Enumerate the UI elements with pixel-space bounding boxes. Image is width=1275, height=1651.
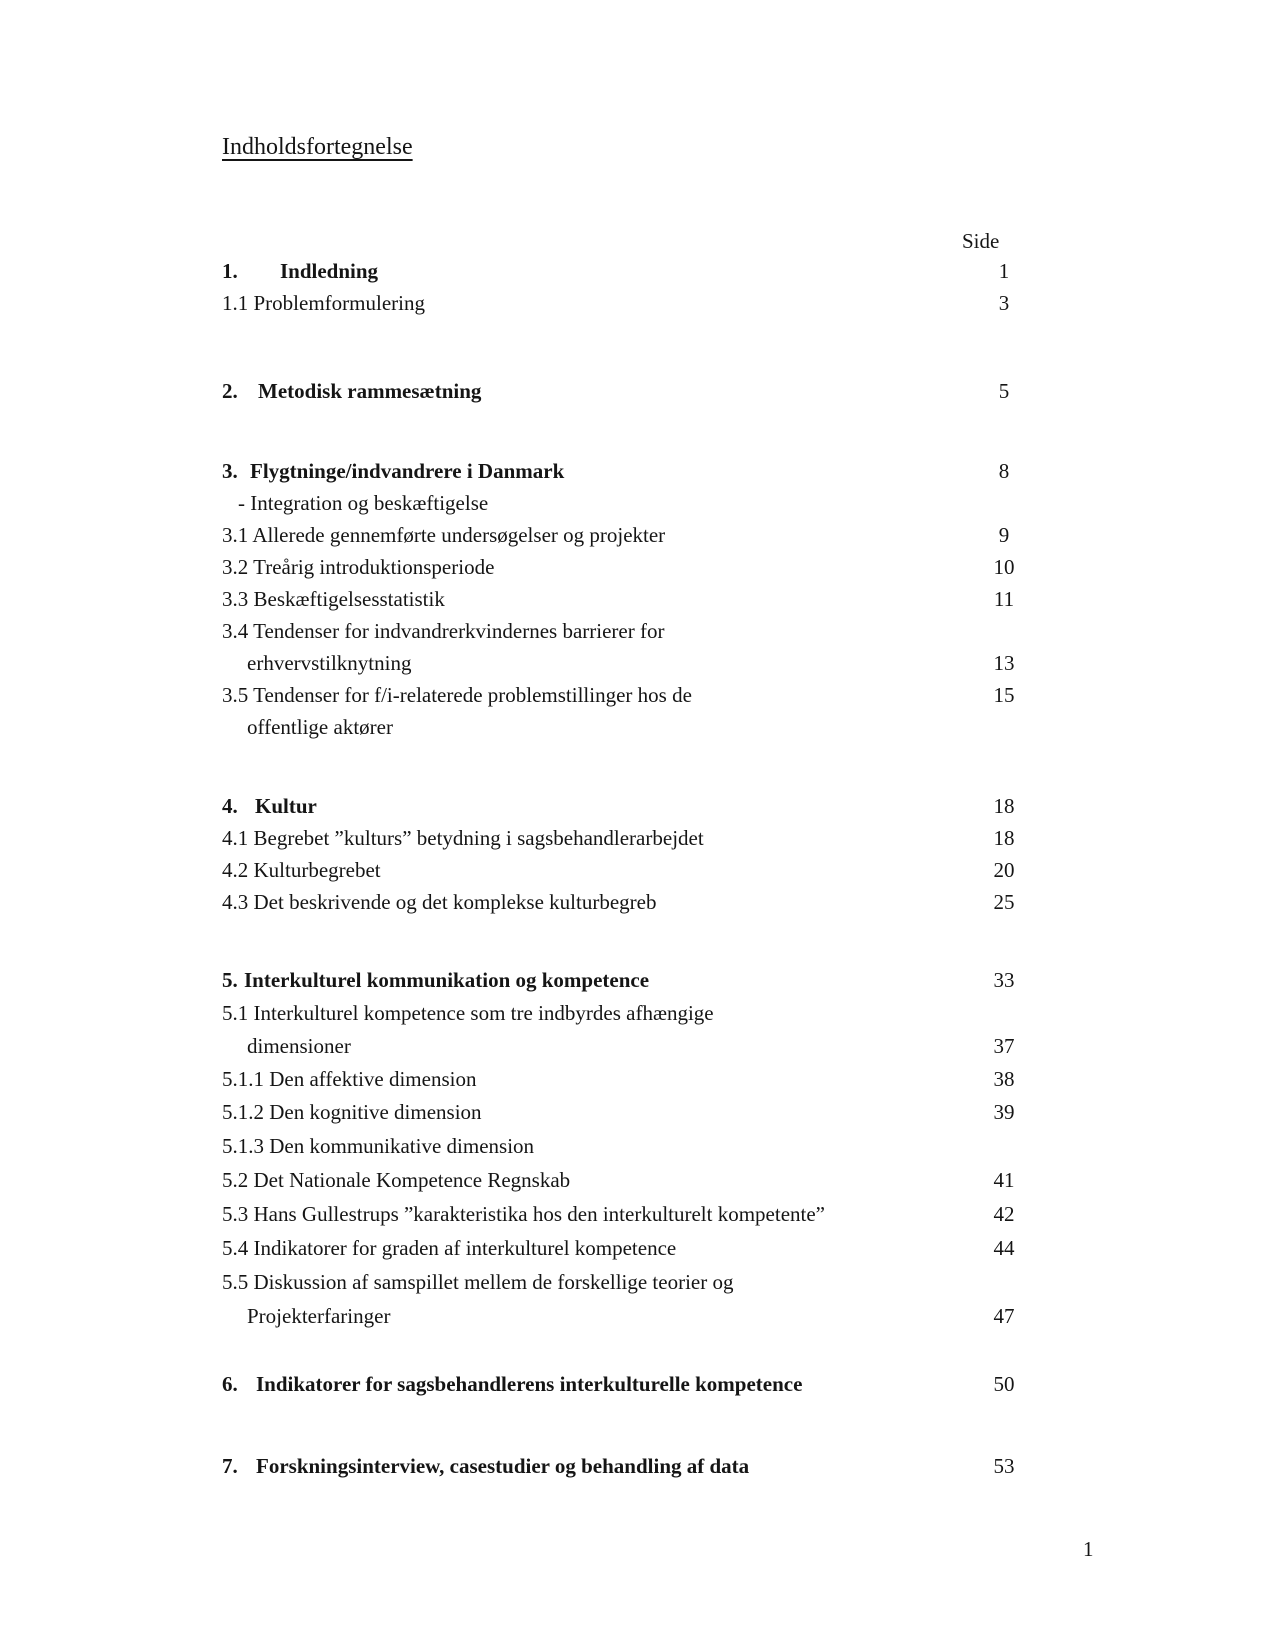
toc-entry-title: - Integration og beskæftigelse xyxy=(238,491,489,515)
toc-entry-title: 3.1 Allerede gennemførte undersøgelser og projekter xyxy=(222,523,666,547)
toc-entry-title: 3.4 Tendenser for indvandrerkvindernes barrierer for xyxy=(222,619,665,643)
toc-entry-page-number: 20 xyxy=(993,858,1015,882)
toc-entry-page-number: 41 xyxy=(993,1168,1015,1192)
toc-entry-page-number: 3 xyxy=(998,291,1010,315)
toc-row xyxy=(222,822,1036,854)
toc-entry-title: 5.4 Indikatorer for graden af interkulturel kompetence xyxy=(222,1236,677,1260)
toc-entry-page-number: 5 xyxy=(998,379,1010,403)
toc-row xyxy=(222,1063,1036,1095)
toc-entry-page-number: 42 xyxy=(993,1202,1015,1226)
toc-entry-title: Projekterfaringer xyxy=(247,1304,391,1328)
toc-row xyxy=(222,375,1036,407)
toc-entry-page-number: 9 xyxy=(998,523,1010,547)
toc-entry-title: 5.2 Det Nationale Kompetence Regnskab xyxy=(222,1168,571,1192)
toc-entry-title: 5.5 Diskussion af samspillet mellem de forskellige teorier og xyxy=(222,1270,734,1294)
toc-entry-page-number: 10 xyxy=(993,555,1015,579)
toc-entry-title: Flygtninge/indvandrere i Danmark xyxy=(250,459,565,483)
toc-row xyxy=(222,287,1036,319)
toc-entry-page-number: 15 xyxy=(993,683,1015,707)
toc-row xyxy=(222,1450,1036,1482)
toc-entry-title: dimensioner xyxy=(247,1034,351,1058)
toc-row xyxy=(222,1232,1036,1264)
toc-row xyxy=(222,647,1036,679)
toc-entry-number: 2. xyxy=(222,379,238,403)
toc-row xyxy=(222,711,1036,743)
toc-entry-title: 1.1 Problemformulering xyxy=(222,291,425,315)
toc-row xyxy=(222,1300,1036,1332)
toc-entry-page-number: 50 xyxy=(993,1372,1015,1396)
toc-entry-title: 4.2 Kulturbegrebet xyxy=(222,858,381,882)
toc-row xyxy=(222,997,1036,1029)
toc-row xyxy=(222,790,1036,822)
toc-entry-page-number: 18 xyxy=(993,794,1015,818)
toc-row xyxy=(222,679,1036,711)
page-title: Indholdsfortegnelse xyxy=(222,134,413,160)
toc-entry-page-number: 38 xyxy=(993,1067,1015,1091)
toc-entry-title: 5.1.2 Den kognitive dimension xyxy=(222,1100,482,1124)
toc-entry-title: 5.1.3 Den kommunikative dimension xyxy=(222,1134,535,1158)
toc-row xyxy=(222,1266,1036,1298)
toc-entry-title: 5.1 Interkulturel kompetence som tre indbyrdes afhængige xyxy=(222,1001,714,1025)
toc-entry-title: offentlige aktører xyxy=(247,715,393,739)
toc-entry-title: 3.2 Treårig introduktionsperiode xyxy=(222,555,495,579)
toc-row xyxy=(222,854,1036,886)
toc-entry-number: 3. xyxy=(222,459,238,483)
toc-entry-title: Indledning xyxy=(280,259,379,283)
toc-entry-title: 4.3 Det beskrivende og det komplekse kulturbegreb xyxy=(222,890,657,914)
toc-entry-page-number: 33 xyxy=(993,968,1015,992)
toc-entry-page-number: 44 xyxy=(993,1236,1015,1260)
toc-row xyxy=(222,1096,1036,1128)
toc-row xyxy=(222,886,1036,918)
toc-row xyxy=(222,615,1036,647)
toc-entry-number: 7. xyxy=(222,1454,238,1478)
toc-entry-number: 6. xyxy=(222,1372,238,1396)
toc-entry-title: 5.3 Hans Gullestrups ”karakteristika hos den interkulturelt kompetente” xyxy=(222,1202,826,1226)
toc-entry-title: 3.5 Tendenser for f/i-relaterede problemstillinger hos de xyxy=(222,683,692,707)
footer-page-number: 1 xyxy=(1083,1537,1094,1561)
toc-row xyxy=(222,255,1036,287)
toc-row xyxy=(222,551,1036,583)
toc-row xyxy=(222,1368,1036,1400)
toc-entry-number: 4. xyxy=(222,794,238,818)
toc-entry-title: 5.1.1 Den affektive dimension xyxy=(222,1067,477,1091)
toc-row xyxy=(222,1130,1036,1162)
toc-entry-title: Indikatorer for sagsbehandlerens interkulturelle kompetence xyxy=(256,1372,803,1396)
toc-entry-number: 1. xyxy=(222,259,238,283)
toc-entry-page-number: 25 xyxy=(993,890,1015,914)
toc-entry-page-number: 18 xyxy=(993,826,1015,850)
toc-entry-page-number: 8 xyxy=(998,459,1010,483)
toc-entry-title: erhvervstilknytning xyxy=(247,651,412,675)
toc-entry-title: Interkulturel kommunikation og kompetence xyxy=(244,968,650,992)
toc-entry-title: Kultur xyxy=(255,794,317,818)
toc-entry-page-number: 1 xyxy=(998,259,1010,283)
toc-row xyxy=(222,487,1036,519)
toc-entry-page-number: 11 xyxy=(993,587,1015,611)
toc-row xyxy=(222,583,1036,615)
toc-entry-page-number: 13 xyxy=(993,651,1015,675)
toc-entry-title: Forskningsinterview, casestudier og behandling af data xyxy=(256,1454,750,1478)
page-column-header: Side xyxy=(962,229,1000,253)
toc-entry-page-number: 47 xyxy=(993,1304,1015,1328)
toc-entry-page-number: 39 xyxy=(993,1100,1015,1124)
toc-entry-title: 3.3 Beskæftigelsesstatistik xyxy=(222,587,445,611)
toc-row xyxy=(222,455,1036,487)
toc-row xyxy=(222,1198,1036,1230)
toc-entry-title: Metodisk rammesætning xyxy=(258,379,482,403)
toc-row xyxy=(222,1030,1036,1062)
toc-entry-page-number: 53 xyxy=(993,1454,1015,1478)
toc-entry-page-number: 37 xyxy=(993,1034,1015,1058)
toc-row xyxy=(222,964,1036,996)
toc-entry-title: 4.1 Begrebet ”kulturs” betydning i sagsbehandlerarbejdet xyxy=(222,826,704,850)
toc-entry-number: 5. xyxy=(222,968,238,992)
toc-row xyxy=(222,519,1036,551)
toc-row xyxy=(222,1164,1036,1196)
